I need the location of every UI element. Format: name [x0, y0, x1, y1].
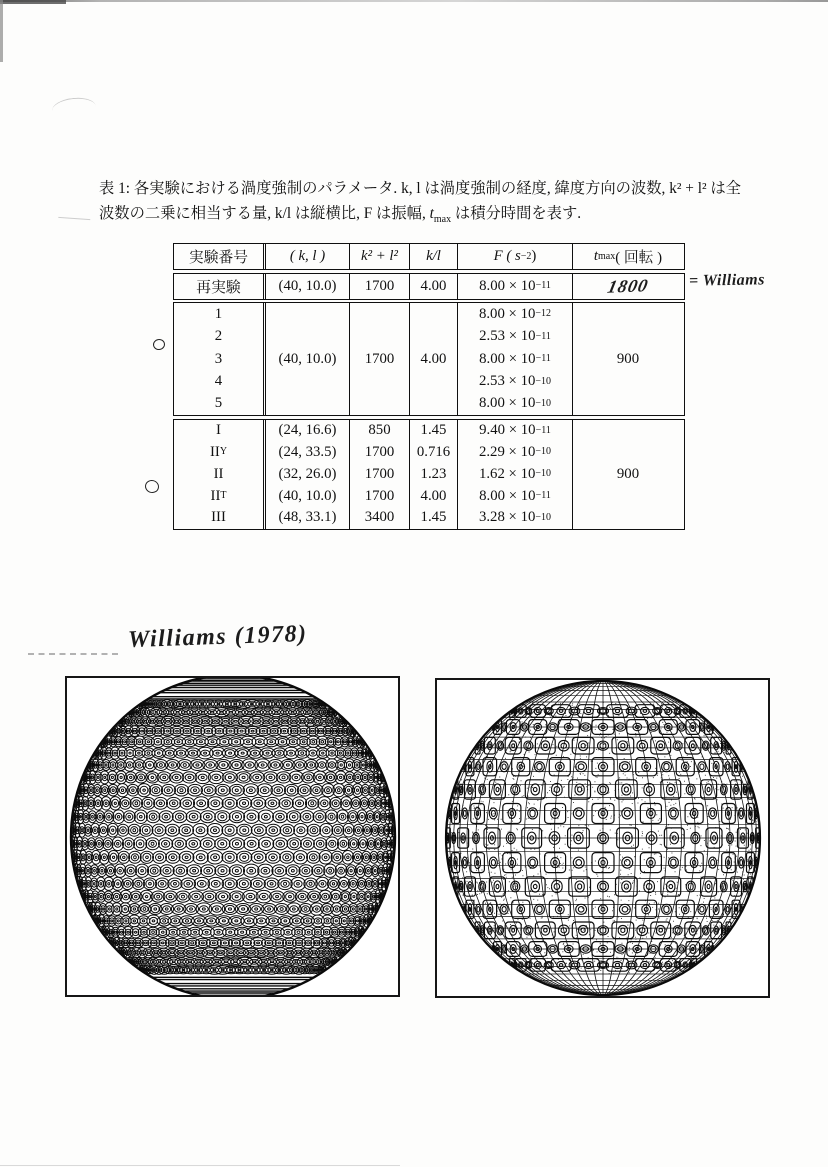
- table-caption: [99, 176, 741, 226]
- caption-tmax-base: t: [429, 205, 434, 222]
- rerun-tmax-handwritten: 1800: [572, 274, 683, 299]
- groupA-labels: 1 2 3 4 5: [214, 305, 223, 412]
- groupB-forcing-values: 9.40 × 10 −11 2.29 × 10 −10 1.62 × 10 −10 8.00 × 10 −11 3.28 × 10 −10: [457, 420, 572, 529]
- handwritten-circle-mark: [152, 338, 166, 351]
- groupB-k2l2-values: 850 1700 1700 1700 3400: [349, 420, 409, 529]
- table-row-rerun: [173, 273, 685, 300]
- scan-artifact-mark: [51, 96, 97, 121]
- caption-tmax-sub: max: [433, 214, 452, 226]
- groupA-k2l2: 1700: [349, 303, 409, 415]
- groupB-labels: I II Y II II T III: [209, 422, 228, 526]
- header-k2-l2: k² + l²: [349, 244, 409, 269]
- left-sphere-vortex-plot: [67, 678, 398, 995]
- header-aspect: k/l: [409, 244, 457, 269]
- table-group-rerun-series: [173, 302, 685, 416]
- scan-artifact-mark: [58, 217, 91, 228]
- experiment-parameter-table: [173, 243, 685, 532]
- header-experiment-number: 実験番号: [188, 250, 249, 266]
- left-sphere-figure-frame: [65, 676, 400, 997]
- scan-edge-bottom: [0, 1165, 400, 1166]
- header-tmax: t max ( 回転 ): [572, 244, 683, 269]
- scan-edge-left: [0, 0, 3, 62]
- rerun-label: 再実験: [196, 279, 241, 296]
- groupB-kl-values: (24, 16.6) (24, 33.5) (32, 26.0) (40, 10.0) (48, 33.1): [263, 420, 349, 529]
- handwritten-williams-1978-label: Williams (1978): [127, 620, 309, 654]
- groupA-forcing-values: 8.00 × 10 −12 2.53 × 10 −11 8.00 × 10 −11 2.53 × 10 −10 8.00 × 10 −10: [457, 303, 572, 415]
- handwritten-dash-line: [28, 653, 118, 655]
- header-forcing: F ( s −2 ): [457, 244, 572, 269]
- groupA-kl: (40, 10.0): [263, 303, 349, 415]
- handwritten-equals-williams: = Williams: [688, 271, 766, 290]
- table-group-main-experiments: [173, 419, 685, 530]
- rerun-aspect: 4.00: [409, 274, 457, 299]
- rerun-kl: (40, 10.0): [263, 274, 349, 299]
- caption-text-end: は積分時間を表す.: [451, 205, 582, 222]
- right-sphere-forcing-plot: [437, 680, 768, 996]
- groupA-tmax: 900: [572, 303, 683, 415]
- rerun-forcing: 8.00 × 10 −11: [457, 274, 572, 299]
- handwritten-circle-mark: [144, 478, 161, 494]
- header-k-l: ( k, l ): [263, 244, 349, 269]
- table-header-row: [173, 243, 685, 270]
- scan-edge-top: [0, 0, 828, 2]
- rerun-k2l2: 1700: [349, 274, 409, 299]
- right-sphere-figure-frame: [435, 678, 770, 998]
- groupA-aspect: 4.00: [409, 303, 457, 415]
- scan-edge-top-left: [0, 0, 66, 4]
- groupB-tmax: 900: [572, 420, 683, 529]
- caption-text: 表 1: 各実験における渦度強制のパラメータ. k, l は渦度強制の経度, 緯度方向の波数, k² + l² は全波数の二乗に相当する量, k/l は縦横比, F は振幅,: [99, 180, 741, 222]
- groupB-aspect-values: 1.45 0.716 1.23 4.00 1.45: [409, 420, 457, 529]
